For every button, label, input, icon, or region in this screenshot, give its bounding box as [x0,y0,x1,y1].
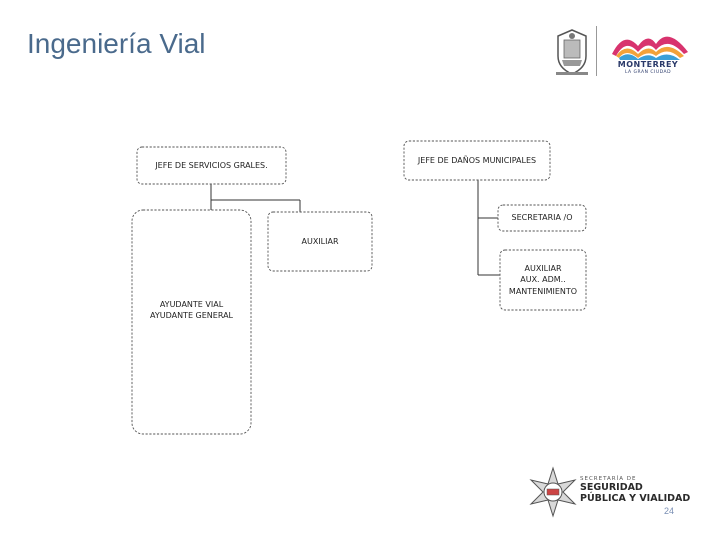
secretaria-line1: SEGURIDAD [580,482,643,493]
secretaria-line2: PÚBLICA Y VIALIDAD [580,493,691,504]
node-aux-multi-line3: MANTENIMIENTO [508,286,578,296]
monterrey-logo-tagline: LA GRAN CIUDAD [624,70,672,75]
node-auxiliar [268,212,372,271]
secretaria-prefix: SECRETARÍA DE [580,476,637,482]
page-number: 24 [664,506,675,516]
node-jefe-danos-label: JEFE DE DAÑOS MUNICIPALES [417,155,537,165]
node-auxiliar-label: AUXILIAR [301,236,339,246]
node-jefe-servicios [137,147,286,184]
node-ayudante [132,295,251,325]
police-star-badge-icon [527,466,579,518]
secretaria-logo-text [580,476,690,504]
node-secretaria-label: SECRETARIA /O [511,213,573,223]
page-title: Ingeniería Vial [27,28,206,59]
node-aux-multi-line2: AUX. ADM.. [520,275,566,285]
node-ayudante-line2: AYUDANTE GENERAL [149,311,233,320]
node-secretaria [498,205,586,231]
node-jefe-servicios-label: JEFE DE SERVICIOS GRALES. [155,160,268,170]
monterrey-logo-text: MONTERREY [617,60,679,69]
node-aux-multi [500,250,586,310]
node-jefe-danos [404,141,550,180]
node-ayudante-line1: AYUDANTE VIAL [159,299,224,309]
node-aux-multi-line1: AUXILIAR [524,264,562,274]
